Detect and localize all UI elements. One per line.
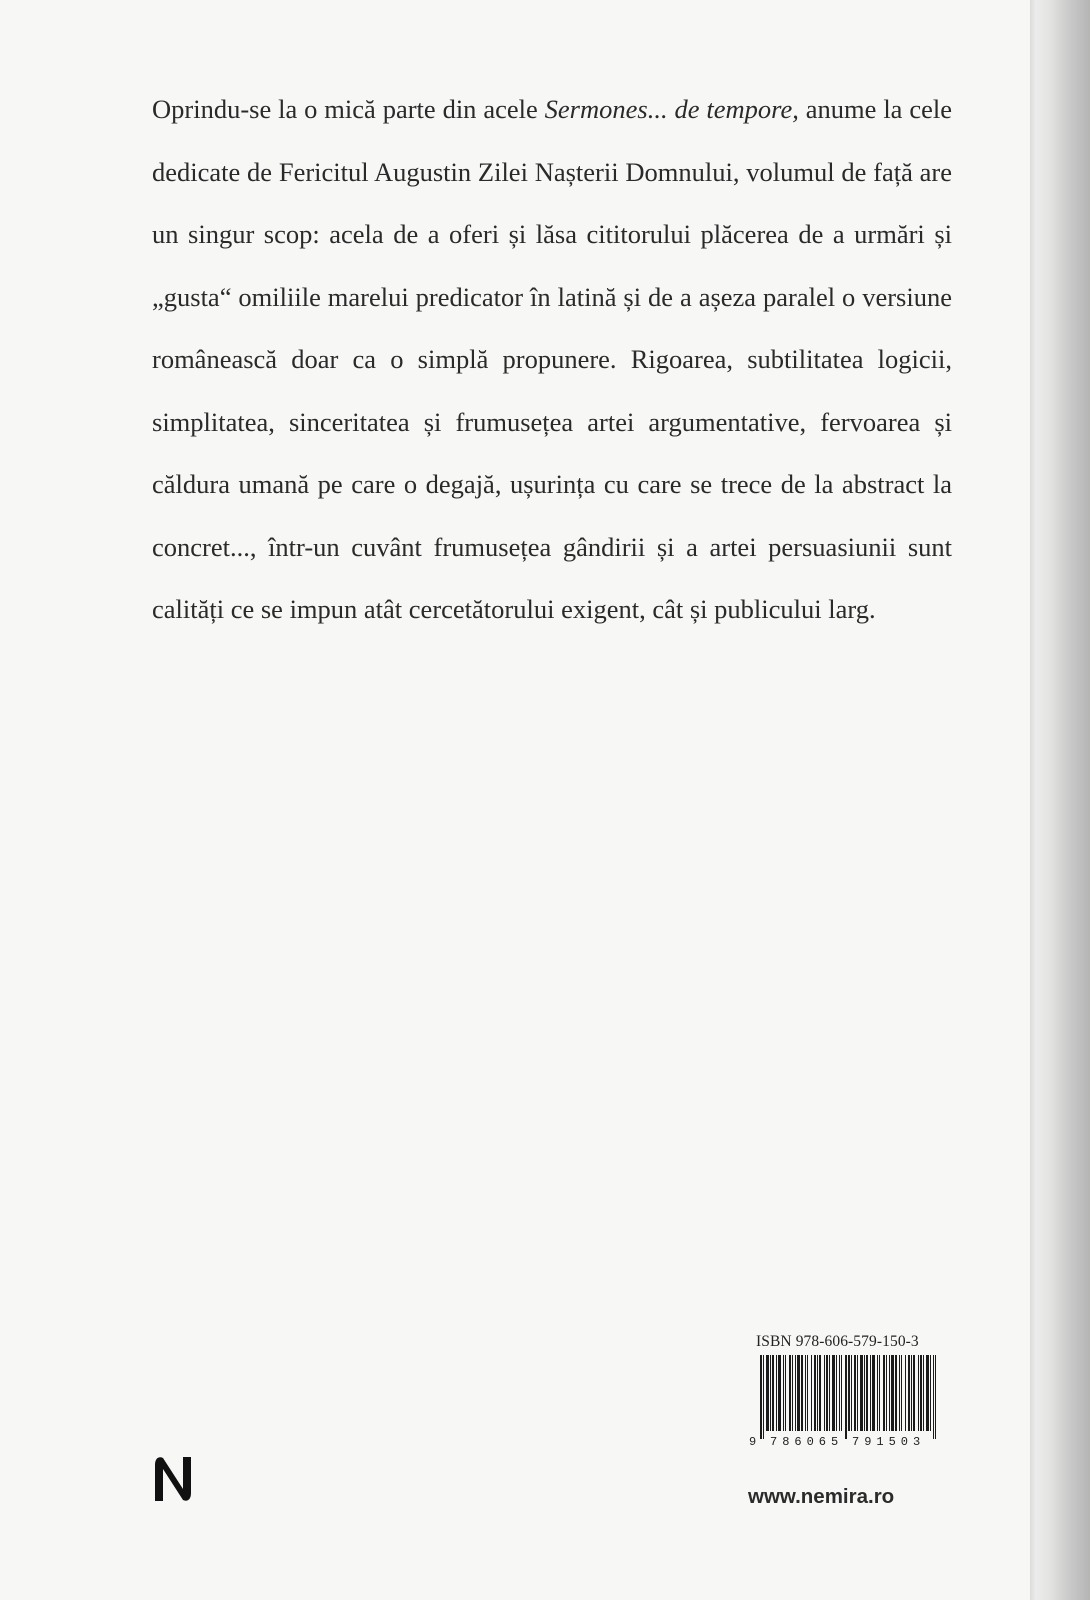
barcode-bar — [829, 1355, 830, 1431]
barcode-bar — [895, 1355, 897, 1431]
barcode-bar — [864, 1355, 865, 1431]
barcode-bar — [763, 1355, 764, 1439]
barcode-digits-right: 791503 — [852, 1435, 926, 1447]
barcode-bar — [911, 1355, 912, 1431]
barcode-bar — [923, 1355, 924, 1431]
barcode-bar — [797, 1355, 800, 1431]
barcode-bar — [766, 1355, 769, 1431]
back-cover-blurb — [152, 78, 952, 641]
publisher-website: www.nemira.ro — [748, 1485, 895, 1508]
barcode-bar — [824, 1355, 825, 1431]
barcode-bar — [866, 1355, 868, 1431]
barcode-bar — [783, 1355, 784, 1431]
barcode-bar — [760, 1355, 762, 1439]
barcode-bar — [807, 1355, 808, 1431]
barcode-bar — [848, 1355, 850, 1431]
barcode-bar — [811, 1355, 812, 1431]
barcode-digit-lead: 9 — [749, 1435, 757, 1447]
barcode-bar — [860, 1355, 863, 1431]
barcode-bar — [854, 1355, 856, 1431]
barcode-bar — [870, 1355, 871, 1431]
barcode-bar — [814, 1355, 816, 1431]
barcode-bar — [926, 1355, 929, 1431]
barcode-bar — [785, 1355, 786, 1431]
barcode-bar — [832, 1355, 835, 1431]
blurb-intro: Oprindu-se la o mică parte din acele — [152, 94, 545, 124]
barcode-bar — [899, 1355, 900, 1431]
barcode-bar — [795, 1355, 796, 1431]
barcode-bar — [905, 1355, 906, 1431]
barcode-bar — [836, 1355, 837, 1431]
barcode-bar — [817, 1355, 818, 1431]
barcode-bar — [819, 1355, 821, 1431]
barcode-bar — [920, 1355, 922, 1431]
isbn-number: ISBN 978-606-579-150-3 — [756, 1333, 919, 1350]
blurb-work-title: Sermones... de tempore, — [544, 94, 799, 124]
blurb-body: anume la cele dedicate de Fericitul Augustin Zilei Nașterii Domnului, volumul de față are un singur scop: acela de a oferi și lăsa cititorului plăcerea de a urmări și „gusta“ omiliile marelui predicator în latină și de a așeza paralel o versiune românească doar ca o simplă propunere. Rigoarea, subtilitatea logicii, simplitatea, sinceritatea și frumusețea artei argumentative, fervoarea și căldura umană pe care o degajă, ușurința cu care se trece de la abstract la concret..., într-un cuvânt frumusețea gândirii și a artei persuasiunii sunt calități ce se impun atât cercetătorului exigent, cât și publicului larg. — [152, 94, 952, 624]
barcode-bar — [908, 1355, 910, 1431]
barcode-bar — [918, 1355, 919, 1431]
cover-edge — [1030, 0, 1090, 1600]
barcode-bar — [789, 1355, 791, 1431]
barcode-bar — [889, 1355, 890, 1431]
barcode-bar — [930, 1355, 931, 1431]
nemira-logo-icon — [152, 1455, 194, 1503]
barcode-bar — [879, 1355, 880, 1431]
barcode-bar — [778, 1355, 781, 1431]
barcode-bar — [792, 1355, 793, 1431]
barcode-bar — [891, 1355, 894, 1431]
barcode-bar — [805, 1355, 806, 1431]
barcode-bar — [883, 1355, 885, 1431]
barcode-bar — [841, 1355, 842, 1431]
barcode-bar — [872, 1355, 875, 1431]
barcode-bar — [845, 1355, 847, 1439]
barcode-bar — [839, 1355, 840, 1431]
barcode-bar — [886, 1355, 887, 1431]
barcode-bar — [935, 1355, 936, 1439]
barcode-bar — [770, 1355, 771, 1431]
barcode-bar — [826, 1355, 828, 1431]
barcode-bar — [776, 1355, 777, 1431]
barcode-bar — [772, 1355, 774, 1431]
barcode-bar — [901, 1355, 902, 1431]
barcode-bar — [933, 1355, 934, 1439]
barcode-bar — [877, 1355, 878, 1431]
barcode-bar — [851, 1355, 852, 1431]
barcode-bar — [801, 1355, 803, 1431]
barcode — [748, 1355, 944, 1447]
barcode-bar — [913, 1355, 915, 1431]
barcode-bar — [857, 1355, 858, 1431]
barcode-digits-left: 786065 — [770, 1435, 844, 1447]
isbn-block — [748, 1333, 944, 1447]
